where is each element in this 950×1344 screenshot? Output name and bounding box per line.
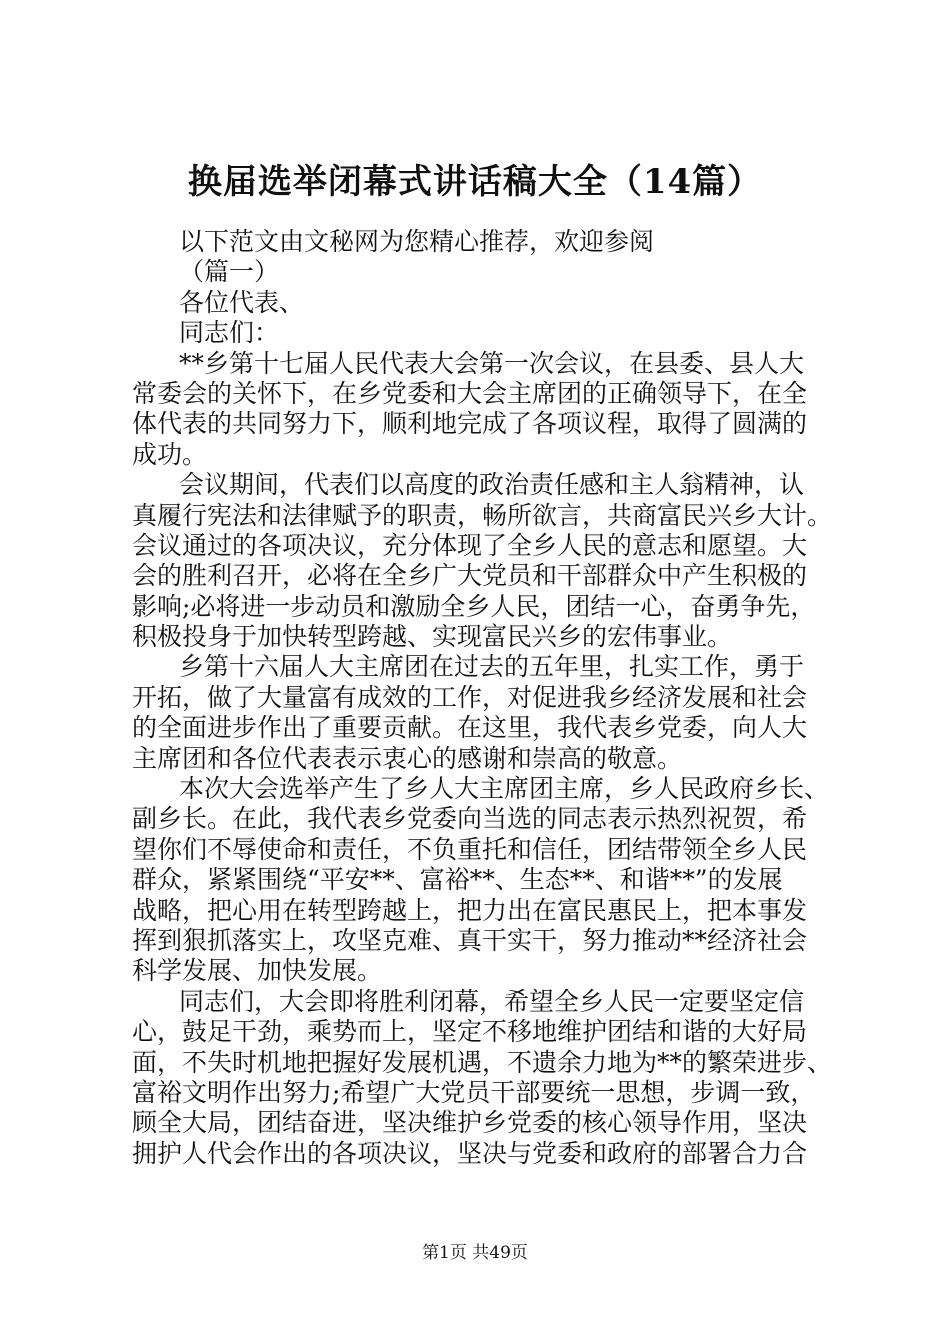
- body-line: 以下范文由文秘网为您精心推荐，欢迎参阅: [179, 227, 655, 256]
- body-line: 开拓，做了大量富有成效的工作，对促进我乡经济发展和社会: [132, 682, 808, 712]
- body-line: 体代表的共同努力下，顺利地完成了各项议程，取得了圆满的: [132, 409, 808, 439]
- body-line: 富裕文明作出努力;希望广大党员干部要统一思想，步调一致，: [132, 1077, 816, 1107]
- body-line: 副乡长。在此，我代表乡党委向当选的同志表示热烈祝贺，希: [132, 804, 808, 834]
- body-line: 会议期间，代表们以高度的政治责任感和主人翁精神，认: [179, 470, 805, 500]
- body-line: 积极投身于加快转型跨越、实现富民兴乡的宏伟事业。: [132, 622, 733, 652]
- body-line: 本次大会选举产生了乡人大主席团主席，乡人民政府乡长、: [179, 774, 830, 804]
- body-line: 同志们：: [179, 318, 280, 348]
- body-line: 常委会的关怀下，在乡党委和大会主席团的正确领导下，在全: [132, 378, 808, 408]
- body-line: 面，不失时机地把握好发展机遇，不遗余力地为**的繁荣进步、: [132, 1047, 832, 1077]
- body-line: 挥到狠抓落实上，攻坚克难、真干实干，努力推动**经济社会: [132, 925, 808, 955]
- body-line: **乡第十七届人民代表大会第一次会议，在县委、县人大: [179, 348, 805, 378]
- body-line: 主席团和各位代表表示衷心的感谢和崇高的敬意。: [132, 743, 683, 773]
- body-line: 成功。: [132, 439, 208, 469]
- document-title: 换届选举闭幕式讲话稿大全（14篇）: [187, 162, 763, 202]
- page-footer: 第1页 共49页: [422, 1243, 528, 1263]
- body-line: 影响;必将进一步动员和激励全乡人民，团结一心，奋勇争先，: [132, 591, 816, 621]
- document-body: [132, 227, 832, 1169]
- body-line: 拥护人代会作出的各项决议，坚决与党委和政府的部署合力合: [132, 1138, 808, 1168]
- body-line: 乡第十六届人大主席团在过去的五年里，扎实工作，勇于: [179, 652, 805, 682]
- body-line: 顾全大局，团结奋进，坚决维护乡党委的核心领导作用，坚决: [132, 1108, 808, 1138]
- body-line: 会的胜利召开，必将在全乡广大党员和干部群众中产生积极的: [132, 561, 808, 591]
- body-line: （篇一）: [179, 257, 280, 287]
- body-line: 各位代表、: [179, 287, 305, 317]
- body-line: 科学发展、加快发展。: [132, 956, 383, 986]
- body-line: 真履行宪法和法律赋予的职责，畅所欲言，共商富民兴乡大计。: [132, 500, 832, 530]
- body-line: 战略，把心用在转型跨越上，把力出在富民惠民上，把本事发: [132, 895, 808, 925]
- body-line: 望你们不辱使命和责任，不负重托和信任，团结带领全乡人民: [132, 834, 808, 864]
- body-line: 群众，紧紧围绕“平安**、富裕**、生态**、和谐**”的发展: [132, 865, 783, 895]
- body-line: 的全面进步作出了重要贡献。在这里，我代表乡党委，向人大: [132, 713, 808, 743]
- body-line: 同志们，大会即将胜利闭幕，希望全乡人民一定要坚定信: [179, 986, 805, 1016]
- body-line: 会议通过的各项决议，充分体现了全乡人民的意志和愿望。大: [132, 530, 808, 560]
- body-line: 心，鼓足干劲，乘势而上，坚定不移地维护团结和谐的大好局: [132, 1017, 808, 1047]
